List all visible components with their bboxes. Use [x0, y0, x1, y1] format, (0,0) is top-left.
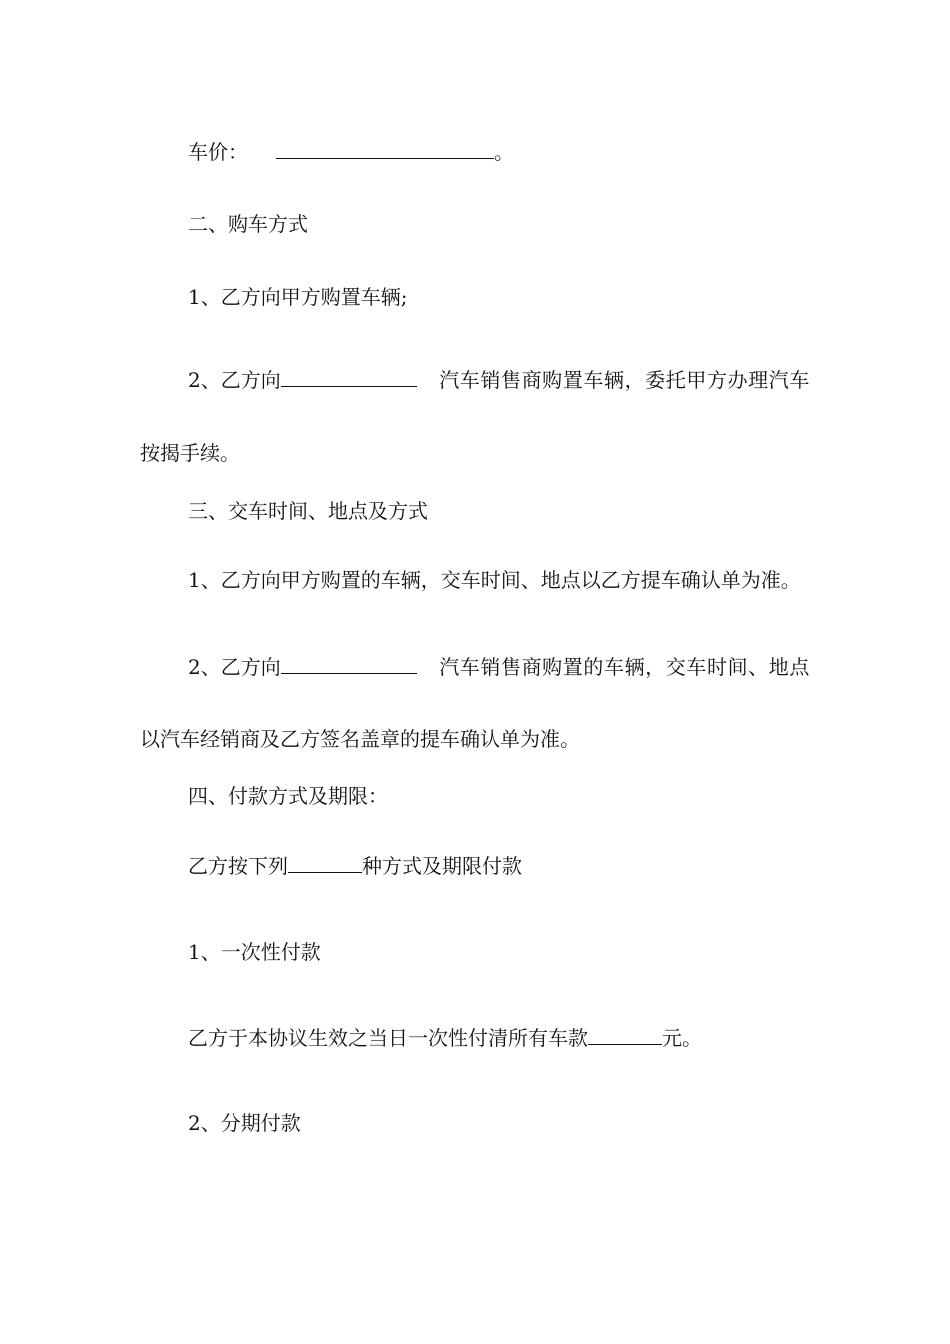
section-4-heading: 四、付款方式及期限：: [188, 784, 388, 808]
section-2-item-1: 1、乙方向甲方购置车辆;: [188, 285, 408, 309]
section-2-item-2-continuation: 按揭手续。: [140, 441, 240, 465]
section-4-item-1-text: [188, 1025, 702, 1051]
section-2-heading: 二、购车方式: [188, 212, 308, 236]
section-3-item-1: 1、乙方向甲方购置的车辆，交车时间、地点以乙方提车确认单为准。: [188, 568, 801, 592]
price-label: 车价：: [188, 140, 248, 164]
section-3-item-2-tail: 汽车销售商购置的车辆，交车时间、地点: [439, 655, 810, 679]
price-end: 。: [494, 140, 514, 164]
section-3-item-2-continuation: 以汽车经销商及乙方签名盖章的提车确认单为准。: [140, 727, 580, 751]
section-2-item-2: [188, 367, 810, 393]
section-4-item-1: 1、一次性付款: [188, 940, 321, 964]
method-blank: [288, 856, 362, 873]
section-4-intro-tail: 种方式及期限付款: [362, 854, 522, 878]
section-3-item-2-lead: 2、乙方向: [188, 655, 281, 679]
section-4-intro: [188, 853, 522, 879]
dealer-blank-1: [281, 370, 417, 387]
section-3-heading: 三、交车时间、地点及方式: [188, 499, 428, 523]
price-blank: [276, 142, 494, 159]
section-2-item-2-head: [188, 367, 417, 393]
section-2-item-2-lead: 2、乙方向: [188, 368, 281, 392]
section-4-item-2: 2、分期付款: [188, 1111, 301, 1135]
lump-sum-lead: 乙方于本协议生效之当日一次性付清所有车款: [188, 1026, 588, 1050]
section-4-intro-lead: 乙方按下列: [188, 854, 288, 878]
price-line: [188, 139, 514, 165]
dealer-blank-2: [281, 657, 417, 674]
lump-sum-tail: 元。: [662, 1026, 702, 1050]
section-3-item-2: [188, 654, 810, 680]
section-2-item-2-tail: 汽车销售商购置车辆，委托甲方办理汽车: [439, 368, 810, 392]
amount-blank: [588, 1028, 662, 1045]
section-3-item-2-head: [188, 654, 417, 680]
